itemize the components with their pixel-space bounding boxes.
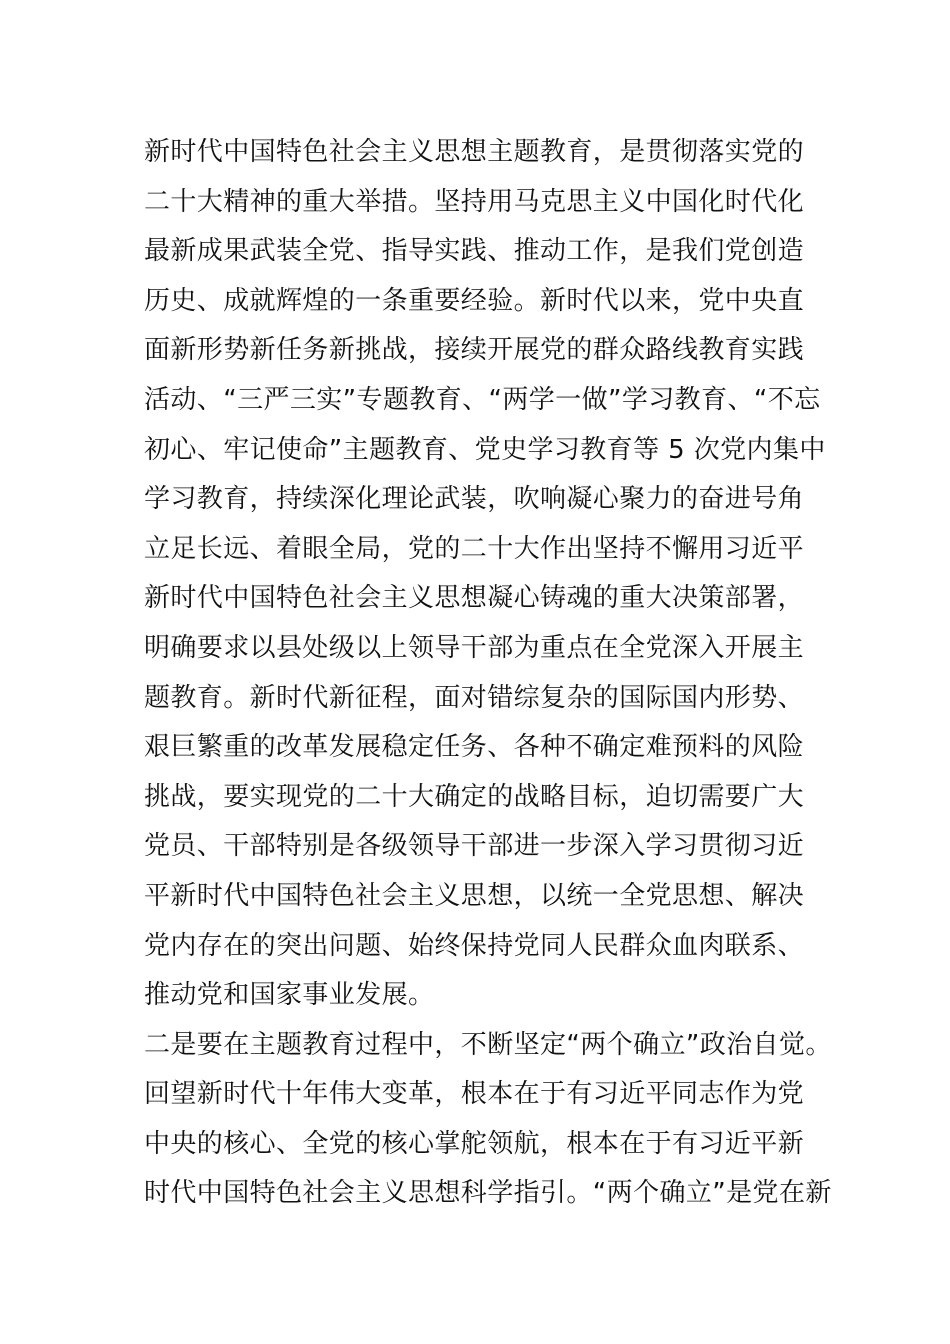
- text-line: 最新成果武装全党、指导实践、推动工作，是我们党创造: [144, 236, 805, 267]
- text-line: 初心、牢记使命”主题教育、党史学习教育等 5 次党内集中: [144, 434, 826, 465]
- text-line: 党内存在的突出问题、始终保持党同人民群众血肉联系、: [144, 930, 805, 961]
- text-line: 党员、干部特别是各级领导干部进一步深入学习贯彻习近: [144, 831, 805, 862]
- text-line: 回望新时代十年伟大变革，根本在于有习近平同志作为党: [144, 1079, 805, 1110]
- text-line: 艰巨繁重的改革发展稳定任务、各种不确定难预料的风险: [144, 732, 805, 763]
- text-line: 推动党和国家事业发展。: [144, 980, 435, 1011]
- text-line: 新时代中国特色社会主义思想主题教育，是贯彻落实党的: [144, 137, 805, 167]
- text-line: 二十大精神的重大举措。坚持用马克思主义中国化时代化: [144, 186, 805, 217]
- text-line: 挑战，要实现党的二十大确定的战略目标，迫切需要广大: [144, 781, 805, 812]
- text-line: 新时代中国特色社会主义思想凝心铸魂的重大决策部署，: [144, 583, 805, 614]
- body-text: [144, 128, 832, 1219]
- text-line: 立足长远、着眼全局，党的二十大作出坚持不懈用习近平: [144, 533, 805, 564]
- text-line: 中央的核心、全党的核心掌舵领航，根本在于有习近平新: [144, 1128, 805, 1159]
- text-line: 题教育。新时代新征程，面对错综复杂的国际国内形势、: [144, 682, 805, 713]
- text-line: 时代中国特色社会主义思想科学指引。“两个确立”是党在新: [144, 1178, 832, 1209]
- text-line: 二是要在主题教育过程中，不断坚定“两个确立”政治自觉。: [144, 1029, 832, 1060]
- text-line: 面新形势新任务新挑战，接续开展党的群众路线教育实践: [144, 335, 805, 366]
- text-line: 明确要求以县处级以上领导干部为重点在全党深入开展主: [144, 632, 805, 663]
- text-line: 活动、“三严三实”专题教育、“两学一做”学习教育、“不忘: [144, 384, 821, 415]
- text-line: 平新时代中国特色社会主义思想，以统一全党思想、解决: [144, 880, 805, 911]
- text-line: 历史、成就辉煌的一条重要经验。新时代以来，党中央直: [144, 285, 805, 316]
- text-line: 学习教育，持续深化理论武装，吹响凝心聚力的奋进号角: [144, 484, 805, 515]
